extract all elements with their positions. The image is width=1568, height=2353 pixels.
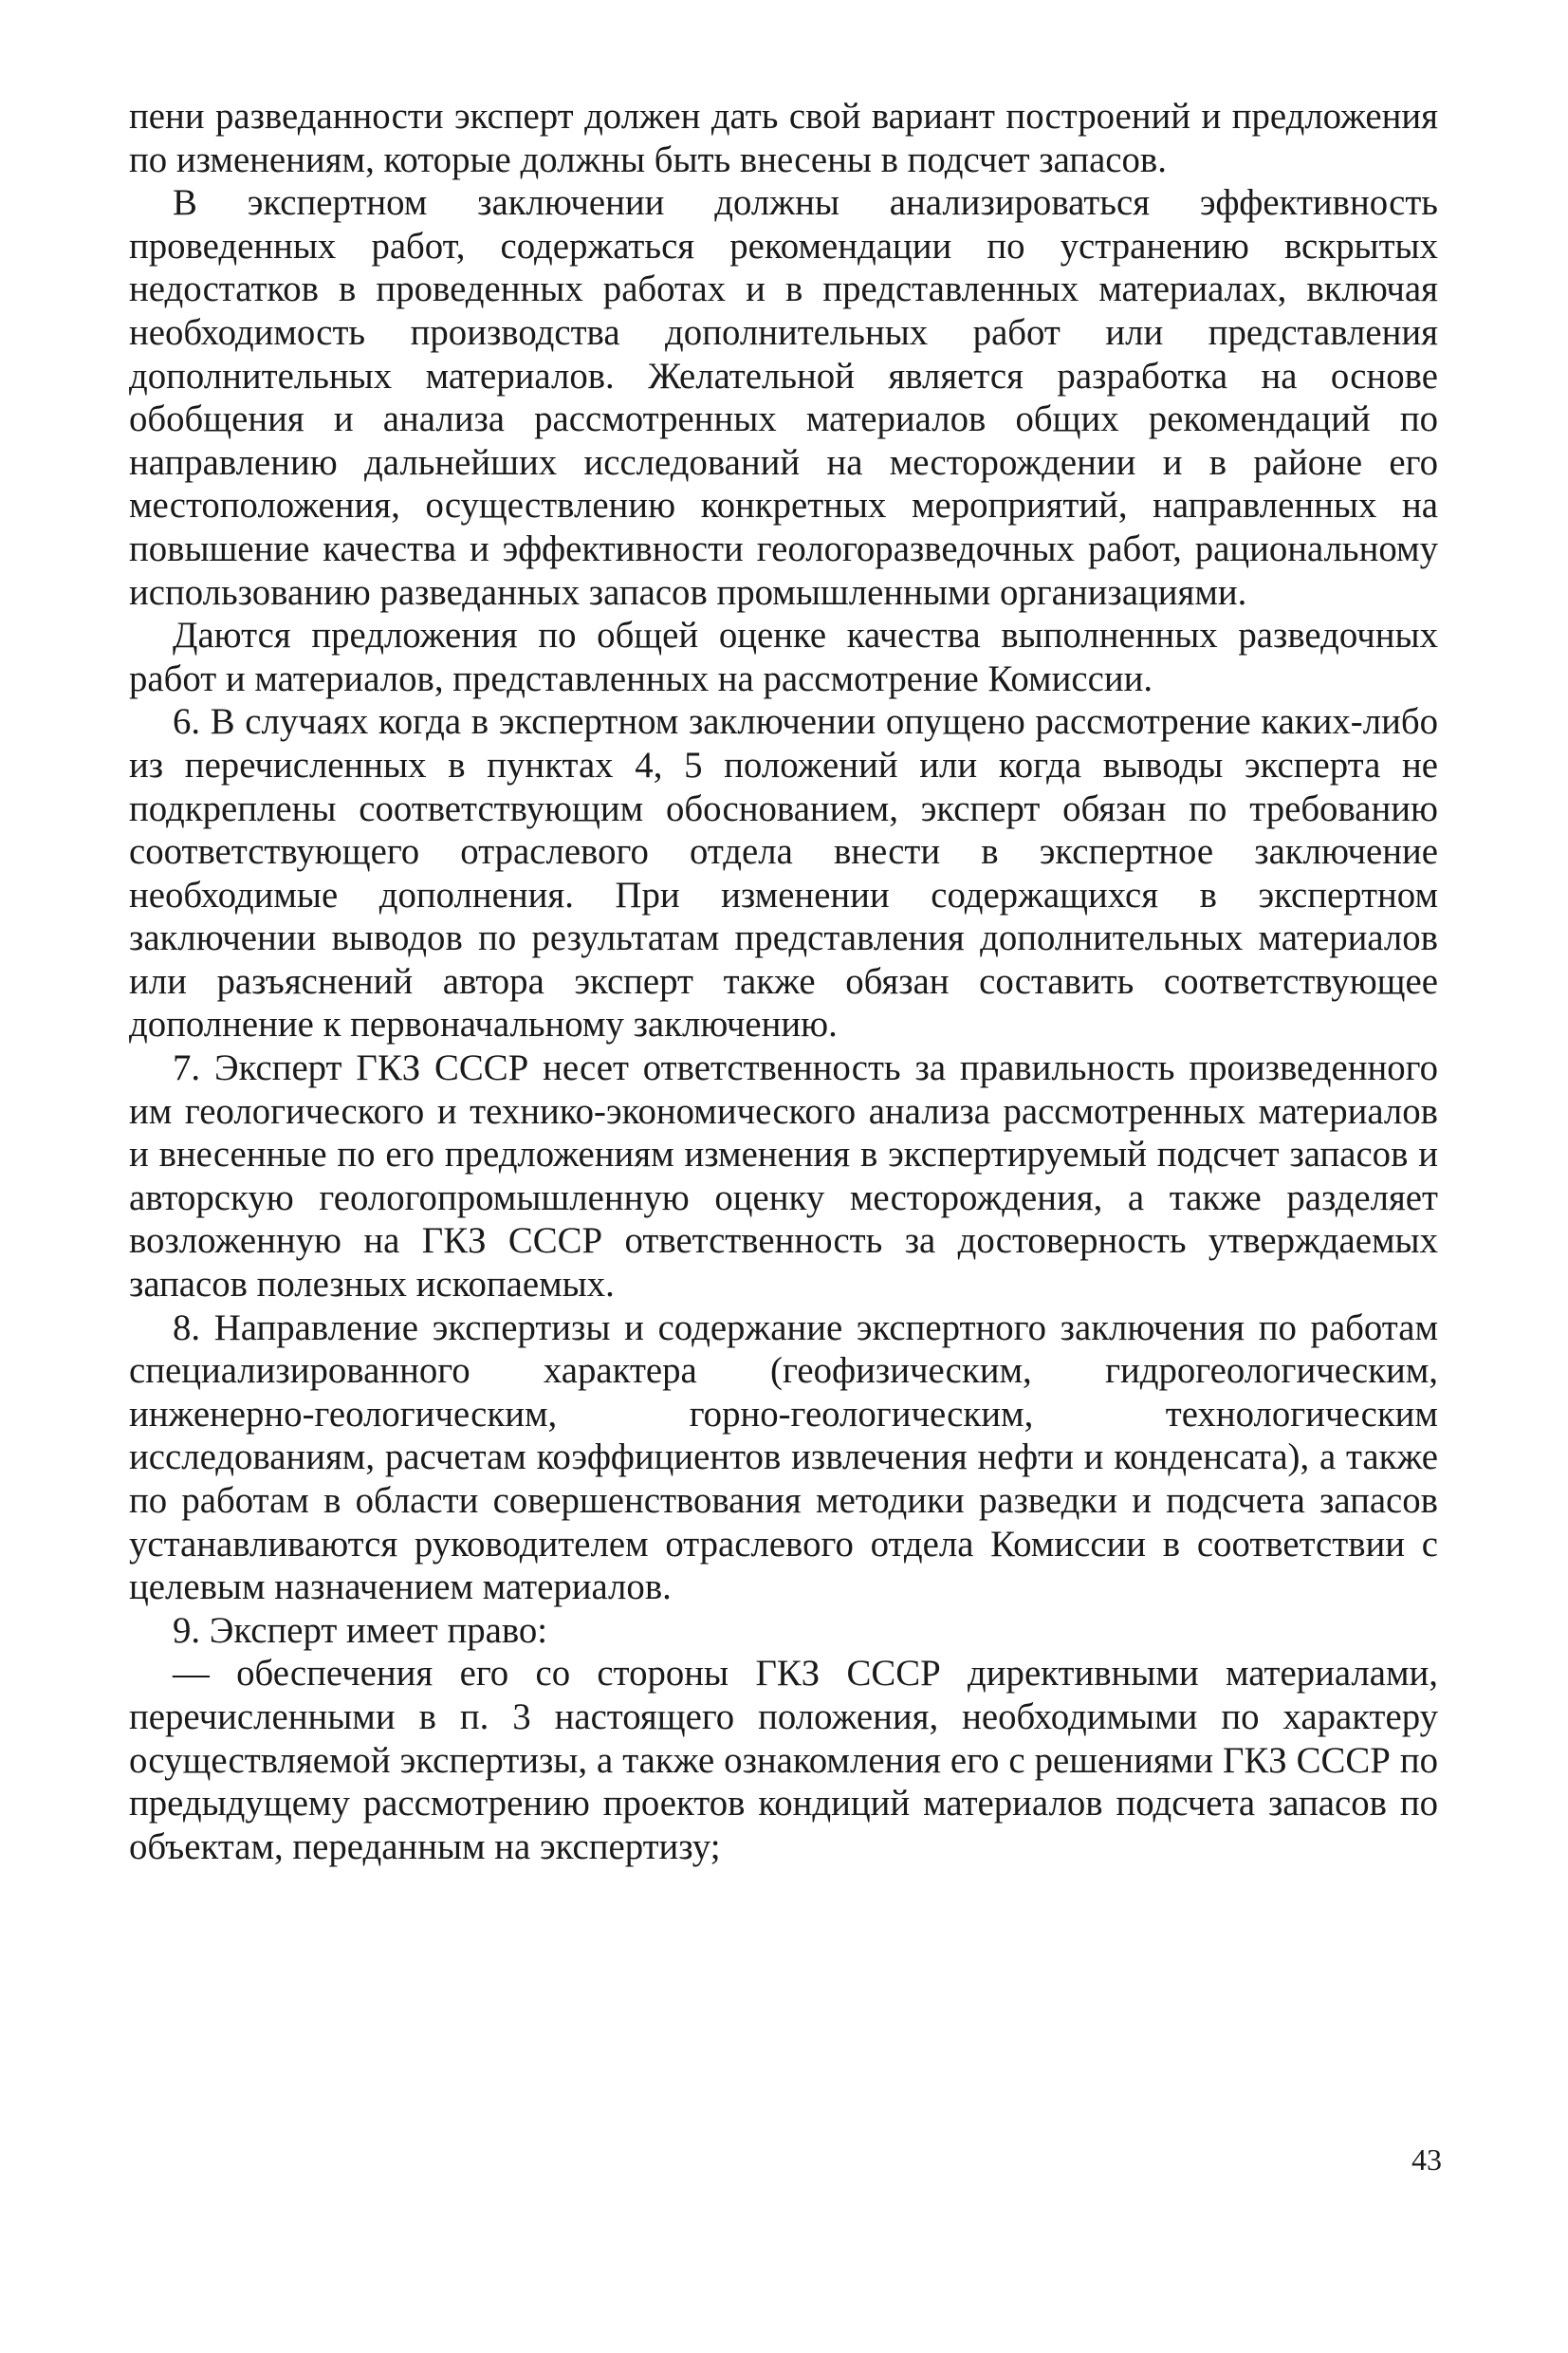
page-number: 43 <box>1411 2142 1442 2177</box>
paragraph-proposals: Даются предложения по общей оценке качества выполненных разведочных работ и материалов, представленных на рассмотрение Комиссии. <box>129 615 1438 699</box>
paragraph-item-8: 8. Направление экспертизы и содержание экспертного заключения по работам специализированного характера (геофизическим, гидрогеологическим, инженерно-геологическим, горно-геологическим, технологическим исследованиям, расчетам коэффициентов извлечения нефти и конденсата), а также по работам в области совершенствования методики разведки и подсчета запасов устанавливаются руководителем отраслевого отдела Комиссии в соответствии с целевым назначением материалов. <box>129 1306 1438 1608</box>
paragraph-item-6: 6. В случаях когда в экспертном заключении опущено рассмотрение каких-либо из перечисленных в пунктах 4, 5 положений или когда выводы эксперта не подкреплены соответствующим обоснованием, эксперт обязан по требованию соответствующего отраслевого отдела внести в экспертное заключение необходимые дополнения. При изменении содержащихся в экспертном заключении выводов по результатам представления дополнительных материалов или разъяснений автора эксперт также обязан составить соответствующее дополнение к первоначальному заключению. <box>129 701 1438 1046</box>
paragraph-item-9: 9. Эксперт имеет право: <box>173 1609 548 1651</box>
page-body <box>129 95 1438 1868</box>
paragraph-item-9-right: — обеспечения его со стороны ГКЗ СССР директивными материалами, перечисленными в п. 3 настоящего положения, необходимыми по характеру осуществляемой экспертизы, а также ознакомления его с решениями ГКЗ СССР по предыдущему рассмотрению проектов кондиций материалов подсчета запасов по объектам, переданным на экспертизу; <box>129 1653 1438 1867</box>
paragraph-expert-conclusion: В экспертном заключении должны анализироваться эффективность проведенных работ, содержаться рекомендации по устранению вскрытых недостатков в проведенных работах и в представленных материалах, включая необходимость производства дополнительных работ или представления дополнительных материалов. Желательной является разработка на основе обобщения и анализа рассмотренных материалов общих рекомендаций по направлению дальнейших исследований на месторождении и в районе его местоположения, осуществлению конкретных мероприятий, направленных на повышение качества и эффективности геологоразведочных работ, рациональному использованию разведанных запасов промышленными организациями. <box>129 182 1438 613</box>
paragraph-continuation: пени разведанности эксперт должен дать свой вариант построений и предложения по изменениям, которые должны быть внесены в подсчет запасов. <box>129 96 1438 180</box>
paragraph-item-7: 7. Эксперт ГКЗ СССР несет ответственность за правильность произведенного им геологического и технико-экономического анализа рассмотренных материалов и внесенные по его предложениям изменения в экспертируемый подсчет запасов и авторскую геологопромышленную оценку месторождения, а также разделяет возложенную на ГКЗ СССР ответственность за достоверность утверждаемых запасов полезных ископаемых. <box>129 1047 1438 1306</box>
